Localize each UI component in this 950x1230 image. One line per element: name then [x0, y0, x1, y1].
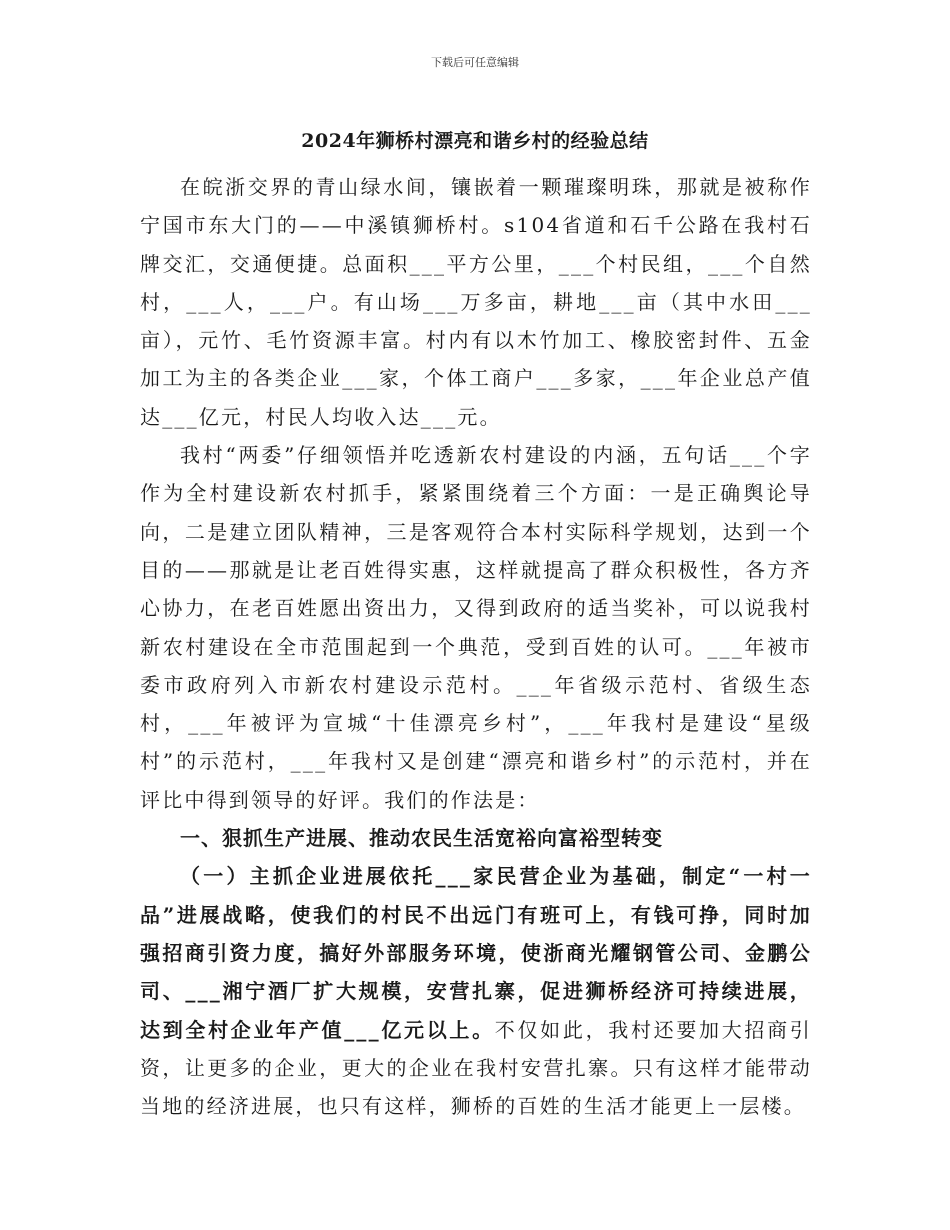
- paragraph-subsection: [140, 857, 812, 1125]
- document-title: 2024年狮桥村漂亮和谐乡村的经验总结: [301, 130, 649, 152]
- subsection-bold-text: （一）主抓企业进展依托___家民营企业为基础，制定“一村一品”进展战略，使我们的村民不出远门有班可上，有钱可挣，同时加强招商引资力度，搞好外部服务环境，使浙商光耀钢管公司、金鹏公司、___湘宁酒厂扩大规模，安营扎寨，促进狮桥经济可持续进展，达到全村企业年产值___亿元以上。: [140, 864, 812, 1042]
- subsection-normal-text: 不仅如此，我村还要加大招商引资，让更多的企业，更大的企业在我村安营扎寨。只有这样才能带动当地的经济进展，也只有这样，狮桥的百姓的生活才能更上一层楼。: [140, 1017, 812, 1119]
- document-body: [140, 168, 812, 1125]
- paragraph-approach: 我村“两委”仔细领悟并吃透新农村建设的内涵，五句话___个字作为全村建设新农村抓手，紧紧围绕着三个方面：一是正确舆论导向，二是建立团队精神，三是客观符合本村实际科学规划，达到一个目的——那就是让老百姓得实惠，这样就提高了群众积极性，各方齐心协力，在老百姓愿出资出力，又得到政府的适当奖补，可以说我村新农村建设在全市范围起到一个典范，受到百姓的认可。___年被市委市政府列入市新农村建设示范村。___年省级示范村、省级生态村，___年被评为宣城“十佳漂亮乡村”，___年我村是建设“星级村”的示范村，___年我村又是创建“漂亮和谐乡村”的示范村，并在评比中得到领导的好评。我们的作法是：: [140, 443, 812, 812]
- paragraph-intro: 在皖浙交界的青山绿水间，镶嵌着一颗璀璨明珠，那就是被称作宁国市东大门的——中溪镇狮桥村。s104省道和石千公路在我村石牌交汇，交通便捷。总面积___平方公里，___个村民组，___个自然村，___人，___户。有山场___万多亩，耕地___亩（其中水田___亩），元竹、毛竹资源丰富。村内有以木竹加工、橡胶密封件、五金加工为主的各类企业___家，个体工商户___多家，___年企业总产值达___亿元，村民人均收入达___元。: [140, 175, 812, 429]
- header-note: 下载后可任意编辑: [431, 56, 519, 69]
- section-heading: 一、狠抓生产进展、推动农民生活宽裕向富裕型转变: [180, 826, 663, 851]
